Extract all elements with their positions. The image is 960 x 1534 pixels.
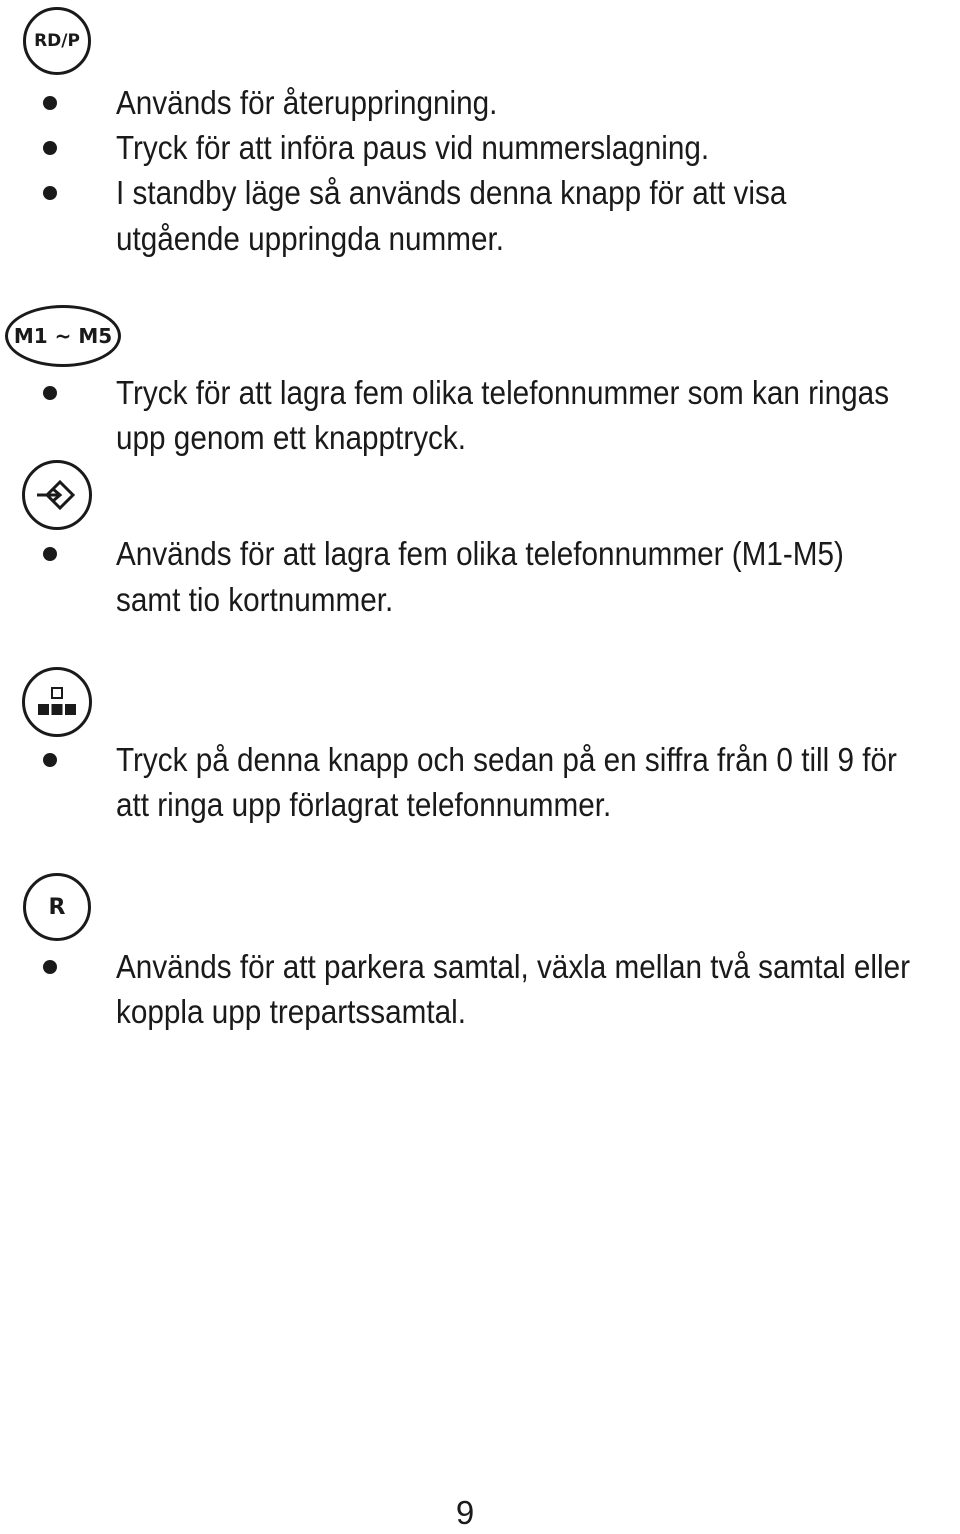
bullet-dot <box>43 547 57 561</box>
bullet-dot <box>43 96 57 110</box>
store-arrow-icon <box>33 477 81 513</box>
list-item-text: Tryck för att införa paus vid nummerslagning. <box>116 129 710 166</box>
list-item <box>0 739 960 785</box>
bullet-dot <box>43 141 57 155</box>
speed-dial-key-icon <box>22 667 92 737</box>
speed-dial-blocks-icon <box>35 684 79 720</box>
list-item <box>0 82 960 128</box>
list-item-continuation <box>0 579 960 625</box>
list-item-text: samt tio kortnummer. <box>116 581 394 618</box>
bullet-dot <box>43 386 57 400</box>
redial-pause-key-icon <box>23 7 91 75</box>
list-item <box>0 127 960 173</box>
list-item-text: Används för att parkera samtal, växla mellan två samtal eller <box>116 948 910 985</box>
list-item-text: Används för återuppringning. <box>116 84 498 121</box>
list-item <box>0 172 960 218</box>
store-arrow-key-icon <box>22 460 92 530</box>
list-item <box>0 946 960 992</box>
list-item-continuation <box>0 417 960 463</box>
list-item-continuation <box>0 218 960 264</box>
list-item-continuation <box>0 991 960 1037</box>
list-item-text: Tryck på denna knapp och sedan på en siffra från 0 till 9 för <box>116 741 897 778</box>
bullet-dot <box>43 753 57 767</box>
memory-keys-icon <box>5 305 121 367</box>
list-item-continuation <box>0 784 960 830</box>
list-item <box>0 533 960 579</box>
list-item-text: I standby läge så används denna knapp för att visa <box>116 174 787 211</box>
page-number: 9 <box>455 1494 475 1531</box>
list-item <box>0 372 960 418</box>
recall-key-icon <box>23 873 91 941</box>
list-item-text: utgående uppringda nummer. <box>116 220 505 257</box>
list-item-text: Tryck för att lagra fem olika telefonnummer som kan ringas <box>116 374 890 411</box>
bullet-dot <box>43 960 57 974</box>
redial-pause-key-label: RD/P <box>34 31 80 51</box>
list-item-text: koppla upp trepartssamtal. <box>116 993 467 1030</box>
bullet-dot <box>43 186 57 200</box>
memory-keys-label: M1 ~ M5 <box>13 324 113 348</box>
list-item-text: Används för att lagra fem olika telefonnummer (M1-M5) <box>116 535 844 572</box>
list-item-text: upp genom ett knapptryck. <box>116 419 467 456</box>
list-item-text: att ringa upp förlagrat telefonnummer. <box>116 786 612 823</box>
recall-key-label: R <box>48 894 66 920</box>
